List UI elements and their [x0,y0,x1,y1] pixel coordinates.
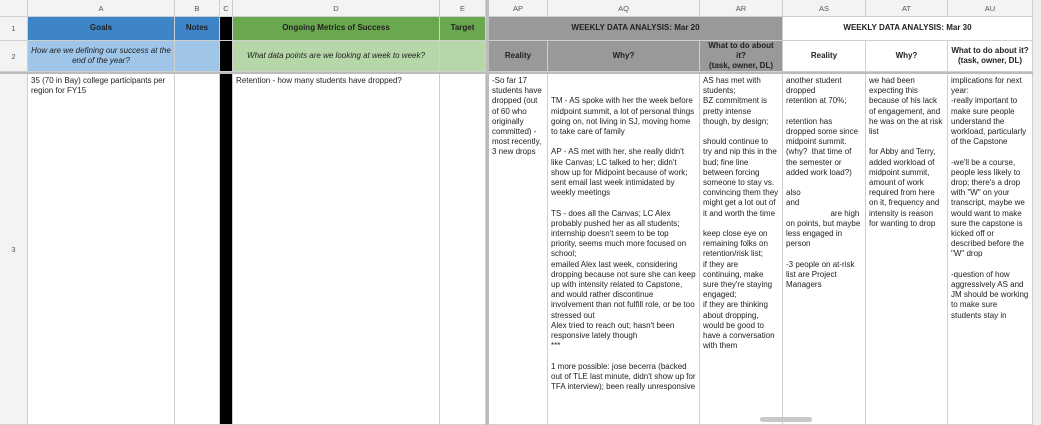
target-subheader[interactable] [440,41,486,72]
reality-cell-1[interactable]: -So far 17 students have dropped (out of 60 who originally committed) - most recently, 3 new drops [489,74,548,425]
frozen-column-divider[interactable] [486,0,489,425]
col-header-c[interactable]: C [220,0,233,17]
target-header[interactable]: Target [440,17,486,41]
todo-cell-1[interactable]: AS has met with students; BZ commitment is pretty intense though, by design; should continue to try and nip this in the bud; fine line between forcing someone to stay vs. convincing them they might get a lot out of it and worth the time keep close eye on remaining folks on retention/risk list; if they are continuing, make sure they're staying engaged; if they are thinking about dropping, would be good to have a conversation with them [700,74,783,425]
target-cell[interactable] [440,74,486,425]
goal-cell[interactable]: 35 (70 in Bay) college participants per region for FY15 [28,74,175,425]
col-header-au[interactable]: AU [948,0,1033,17]
todo-header-2[interactable]: What to do about it? (task, owner, DL) [948,41,1033,72]
metrics-question[interactable]: What data points are we looking at week to week? [233,41,440,72]
row-header-2[interactable]: 2 [0,41,28,72]
col-header-aq[interactable]: AQ [548,0,700,17]
weekly-analysis-header-2[interactable]: WEEKLY DATA ANALYSIS: Mar 30 [783,17,1033,41]
separator-cell[interactable] [220,74,233,425]
todo-cell-2[interactable]: implications for next year: -really important to make sure people understand the workload, particularly of the Capstone -we'll be a course, people less likely to drop; there's a drop with "W" on your transcript, maybe we would want to make sure the capstone is kicked off or described before the "W" drop -question of how aggressively AS and JM should be working to make sure students stay in [948,74,1033,425]
col-header-d[interactable]: D [233,0,440,17]
notes-subheader[interactable] [175,41,220,72]
separator-cell[interactable] [220,41,233,72]
col-header-e[interactable]: E [440,0,486,17]
corner-cell[interactable] [0,0,28,17]
col-header-at[interactable]: AT [866,0,948,17]
separator-cell[interactable] [220,17,233,41]
reality-cell-2[interactable]: another student dropped retention at 70%; retention has dropped some since midpoint summit. (why? that time of the semester or added work load?) also and are high on points, but maybe less engaged in person -3 people on at-risk list are Project Managers [783,74,866,425]
col-header-ap[interactable]: AP [489,0,548,17]
weekly-analysis-header-1[interactable]: WEEKLY DATA ANALYSIS: Mar 20 [489,17,783,41]
metric-cell[interactable]: Retention - how many students have dropped? [233,74,440,425]
why-cell-2[interactable]: we had been expecting this because of his lack of engagement, and he was on the at risk list for Abby and Terry, added workload of midpoint summit, amount of work required from here on it, frequency and intensity is reason for wanting to drop [866,74,948,425]
reality-header-2[interactable]: Reality [783,41,866,72]
horizontal-scrollbar-thumb[interactable] [760,417,812,422]
col-header-ar[interactable]: AR [700,0,783,17]
notes-header[interactable]: Notes [175,17,220,41]
why-header-1[interactable]: Why? [548,41,700,72]
reality-header-1[interactable]: Reality [489,41,548,72]
col-header-a[interactable]: A [28,0,175,17]
frozen-row-divider[interactable] [0,72,1041,74]
col-header-as[interactable]: AS [783,0,866,17]
goals-header[interactable]: Goals [28,17,175,41]
row-header-3[interactable]: 3 [0,74,28,425]
vertical-scrollbar-track[interactable] [1033,0,1041,425]
col-header-b[interactable]: B [175,0,220,17]
notes-cell[interactable] [175,74,220,425]
why-header-2[interactable]: Why? [866,41,948,72]
todo-header-1[interactable]: What to do about it? (task, owner, DL) [700,41,783,72]
why-cell-1[interactable]: TM - AS spoke with her the week before midpoint summit, a lot of personal things going on, not living in SJ, moving home to take care of family AP - AS met with her, she really didn't like Canvas; LC talked to her; didn't show up for Midpoint because of work; sent email last week intimidated by weekly meetings TS - does all the Canvas; LC Alex probably pushed her as all students; internship doesn't seem to be top priority, seems much more focused on school; emailed Alex last week, considering dropping because not sure she can keep up with intensity related to Capstone, and would rather discontinue involvement than not fulfill role, or be too stressed out Alex tried to reach out; hasn't been responsive lately though *** 1 more possible: jose becerra (backed out of TLE last minute, didn't show up for TFA interview); been really unresponsive [548,74,700,425]
goals-question[interactable]: How are we defining our success at the end of the year? [28,41,175,72]
row-header-1[interactable]: 1 [0,17,28,41]
metrics-header[interactable]: Ongoing Metrics of Success [233,17,440,41]
